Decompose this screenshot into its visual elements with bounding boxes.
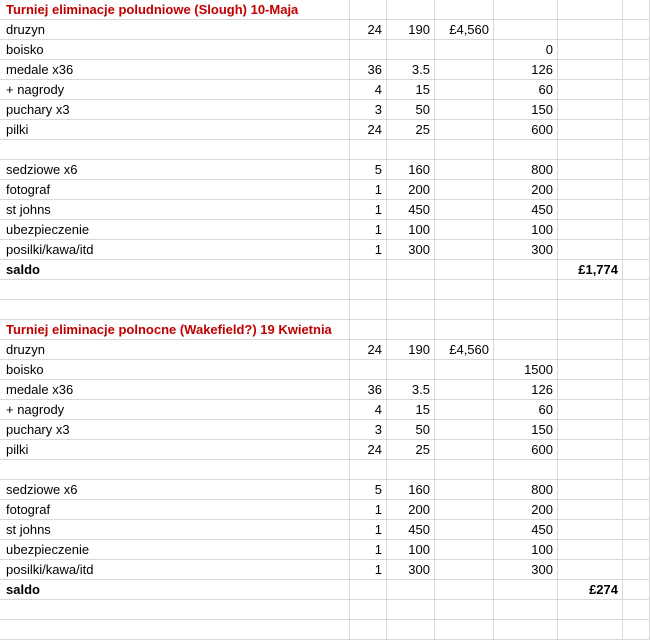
cell[interactable] — [435, 300, 494, 320]
cell[interactable] — [558, 420, 623, 440]
item-label[interactable]: sedziowe x6 — [0, 480, 350, 500]
item-quantity[interactable]: 4 — [350, 400, 387, 420]
cell[interactable] — [558, 280, 623, 300]
cell[interactable] — [558, 500, 623, 520]
item-income[interactable] — [435, 440, 494, 460]
cell[interactable] — [623, 260, 650, 280]
item-cost[interactable]: 1500 — [494, 360, 558, 380]
cell[interactable] — [494, 620, 558, 640]
item-income[interactable] — [435, 240, 494, 260]
item-unit-price[interactable]: 450 — [387, 520, 435, 540]
cell[interactable] — [435, 320, 494, 340]
cell[interactable] — [558, 240, 623, 260]
item-unit-price[interactable]: 25 — [387, 120, 435, 140]
item-quantity[interactable]: 3 — [350, 100, 387, 120]
item-unit-price[interactable]: 190 — [387, 340, 435, 360]
cell[interactable] — [435, 280, 494, 300]
item-unit-price[interactable] — [387, 360, 435, 380]
cell[interactable] — [494, 300, 558, 320]
saldo-label[interactable]: saldo — [0, 580, 350, 600]
item-label[interactable]: st johns — [0, 520, 350, 540]
item-quantity[interactable] — [350, 460, 387, 480]
cell[interactable] — [558, 160, 623, 180]
cell[interactable] — [623, 600, 650, 620]
item-cost[interactable]: 150 — [494, 100, 558, 120]
item-cost[interactable]: 300 — [494, 240, 558, 260]
item-unit-price[interactable] — [387, 140, 435, 160]
item-label[interactable]: ubezpieczenie — [0, 540, 350, 560]
item-quantity[interactable] — [350, 360, 387, 380]
cell[interactable] — [558, 40, 623, 60]
item-unit-price[interactable]: 160 — [387, 160, 435, 180]
item-unit-price[interactable]: 450 — [387, 200, 435, 220]
table-row — [0, 480, 650, 500]
item-quantity[interactable]: 36 — [350, 60, 387, 80]
item-cost[interactable]: 800 — [494, 160, 558, 180]
cell[interactable] — [623, 100, 650, 120]
item-income[interactable] — [435, 200, 494, 220]
blank-row — [0, 600, 650, 620]
item-cost[interactable]: 100 — [494, 540, 558, 560]
item-cost[interactable] — [494, 20, 558, 40]
cell[interactable] — [623, 80, 650, 100]
cell[interactable] — [558, 520, 623, 540]
item-quantity[interactable]: 5 — [350, 160, 387, 180]
item-unit-price[interactable]: 300 — [387, 560, 435, 580]
item-income[interactable] — [435, 540, 494, 560]
table-row — [0, 240, 650, 260]
cell[interactable] — [623, 400, 650, 420]
cell[interactable] — [623, 120, 650, 140]
cell[interactable] — [623, 500, 650, 520]
cell[interactable] — [558, 540, 623, 560]
item-label[interactable]: druzyn — [0, 340, 350, 360]
table-row — [0, 400, 650, 420]
table-row — [0, 560, 650, 580]
cell[interactable] — [435, 260, 494, 280]
cell[interactable] — [623, 240, 650, 260]
cell[interactable] — [623, 0, 650, 20]
item-quantity[interactable]: 1 — [350, 220, 387, 240]
cell[interactable] — [623, 380, 650, 400]
cell[interactable] — [350, 320, 387, 340]
cell[interactable] — [623, 60, 650, 80]
table-row — [0, 120, 650, 140]
item-income[interactable] — [435, 480, 494, 500]
cell[interactable] — [387, 600, 435, 620]
item-label[interactable]: boisko — [0, 360, 350, 380]
item-quantity[interactable]: 24 — [350, 120, 387, 140]
cell[interactable] — [435, 0, 494, 20]
section-title[interactable]: Turniej eliminacje polnocne (Wakefield?) 19 Kwietnia — [0, 320, 350, 340]
section-title-row — [0, 0, 650, 20]
item-income[interactable] — [435, 360, 494, 380]
item-income[interactable] — [435, 100, 494, 120]
blank-row — [0, 300, 650, 320]
cell[interactable] — [623, 580, 650, 600]
item-cost[interactable]: 800 — [494, 480, 558, 500]
cell[interactable] — [387, 320, 435, 340]
item-quantity[interactable]: 3 — [350, 420, 387, 440]
cell[interactable] — [494, 600, 558, 620]
cell[interactable] — [623, 460, 650, 480]
item-quantity[interactable] — [350, 40, 387, 60]
item-label[interactable]: + nagrody — [0, 80, 350, 100]
item-income[interactable] — [435, 120, 494, 140]
table-row — [0, 80, 650, 100]
cell[interactable] — [623, 420, 650, 440]
item-label[interactable]: posilki/kawa/itd — [0, 240, 350, 260]
item-quantity[interactable]: 24 — [350, 20, 387, 40]
item-cost[interactable] — [494, 460, 558, 480]
cell[interactable] — [558, 20, 623, 40]
item-unit-price[interactable]: 200 — [387, 180, 435, 200]
item-income[interactable] — [435, 400, 494, 420]
table-row — [0, 520, 650, 540]
item-cost[interactable]: 450 — [494, 200, 558, 220]
item-income[interactable] — [435, 420, 494, 440]
item-quantity[interactable]: 4 — [350, 80, 387, 100]
item-income[interactable]: £4,560 — [435, 340, 494, 360]
item-label[interactable]: medale x36 — [0, 60, 350, 80]
cell[interactable] — [350, 280, 387, 300]
cell[interactable] — [623, 480, 650, 500]
item-cost[interactable]: 600 — [494, 440, 558, 460]
cell[interactable] — [387, 280, 435, 300]
cell[interactable] — [558, 100, 623, 120]
item-quantity[interactable]: 24 — [350, 440, 387, 460]
cell[interactable] — [494, 260, 558, 280]
item-label[interactable]: posilki/kawa/itd — [0, 560, 350, 580]
cell[interactable] — [558, 340, 623, 360]
table-row — [0, 40, 650, 60]
table-row — [0, 20, 650, 40]
table-row — [0, 420, 650, 440]
item-cost[interactable]: 200 — [494, 500, 558, 520]
cell[interactable] — [558, 0, 623, 20]
item-income[interactable] — [435, 380, 494, 400]
cell[interactable] — [0, 300, 350, 320]
item-income[interactable] — [435, 560, 494, 580]
cell[interactable] — [558, 380, 623, 400]
item-unit-price[interactable]: 100 — [387, 540, 435, 560]
item-label[interactable]: + nagrody — [0, 400, 350, 420]
item-cost[interactable]: 126 — [494, 380, 558, 400]
item-quantity[interactable]: 1 — [350, 540, 387, 560]
cell[interactable] — [623, 300, 650, 320]
item-label[interactable]: fotograf — [0, 180, 350, 200]
item-unit-price[interactable]: 50 — [387, 420, 435, 440]
cell[interactable] — [558, 320, 623, 340]
cell[interactable] — [435, 620, 494, 640]
saldo-row — [0, 580, 650, 600]
cell[interactable] — [623, 620, 650, 640]
item-income[interactable] — [435, 40, 494, 60]
item-income[interactable] — [435, 160, 494, 180]
cell[interactable] — [558, 300, 623, 320]
item-income[interactable] — [435, 500, 494, 520]
cell[interactable] — [623, 280, 650, 300]
cell[interactable] — [350, 580, 387, 600]
cell[interactable] — [623, 20, 650, 40]
cell[interactable] — [558, 120, 623, 140]
cell[interactable] — [0, 600, 350, 620]
cell[interactable] — [387, 580, 435, 600]
cell[interactable] — [623, 220, 650, 240]
item-label[interactable]: sedziowe x6 — [0, 160, 350, 180]
item-quantity[interactable]: 1 — [350, 240, 387, 260]
table-row — [0, 340, 650, 360]
item-cost[interactable]: 600 — [494, 120, 558, 140]
cell[interactable] — [623, 200, 650, 220]
table-row — [0, 440, 650, 460]
cell[interactable] — [623, 540, 650, 560]
item-label[interactable] — [0, 460, 350, 480]
cell[interactable] — [623, 340, 650, 360]
item-income[interactable] — [435, 80, 494, 100]
cell[interactable] — [494, 280, 558, 300]
table-row — [0, 380, 650, 400]
item-cost[interactable]: 126 — [494, 60, 558, 80]
item-income[interactable] — [435, 60, 494, 80]
cell[interactable] — [623, 320, 650, 340]
cell[interactable] — [435, 600, 494, 620]
table-row — [0, 60, 650, 80]
cell[interactable] — [350, 620, 387, 640]
item-quantity[interactable]: 5 — [350, 480, 387, 500]
item-quantity[interactable]: 1 — [350, 560, 387, 580]
item-unit-price[interactable]: 15 — [387, 400, 435, 420]
cell[interactable] — [623, 440, 650, 460]
item-cost[interactable]: 450 — [494, 520, 558, 540]
cell[interactable] — [494, 320, 558, 340]
saldo-value[interactable]: £274 — [558, 580, 623, 600]
item-label[interactable]: pilki — [0, 440, 350, 460]
table-row — [0, 500, 650, 520]
table-row — [0, 140, 650, 160]
item-cost[interactable]: 0 — [494, 40, 558, 60]
item-income[interactable]: £4,560 — [435, 20, 494, 40]
table-row — [0, 360, 650, 380]
cell[interactable] — [387, 0, 435, 20]
cell[interactable] — [623, 360, 650, 380]
cell[interactable] — [387, 300, 435, 320]
item-cost[interactable]: 150 — [494, 420, 558, 440]
item-unit-price[interactable]: 3.5 — [387, 380, 435, 400]
table-row — [0, 160, 650, 180]
item-income[interactable] — [435, 140, 494, 160]
item-label[interactable]: st johns — [0, 200, 350, 220]
cell[interactable] — [435, 580, 494, 600]
cell[interactable] — [558, 620, 623, 640]
item-unit-price[interactable]: 200 — [387, 500, 435, 520]
item-unit-price[interactable]: 190 — [387, 20, 435, 40]
cell[interactable] — [558, 440, 623, 460]
cell[interactable] — [558, 560, 623, 580]
cell[interactable] — [558, 220, 623, 240]
saldo-row — [0, 260, 650, 280]
item-label[interactable]: pilki — [0, 120, 350, 140]
cell[interactable] — [623, 40, 650, 60]
cell[interactable] — [623, 520, 650, 540]
item-quantity[interactable]: 1 — [350, 200, 387, 220]
item-cost[interactable]: 100 — [494, 220, 558, 240]
table-row — [0, 200, 650, 220]
item-cost[interactable]: 200 — [494, 180, 558, 200]
saldo-value[interactable]: £1,774 — [558, 260, 623, 280]
item-unit-price[interactable]: 50 — [387, 100, 435, 120]
item-unit-price[interactable]: 160 — [387, 480, 435, 500]
item-label[interactable]: puchary x3 — [0, 420, 350, 440]
table-row — [0, 220, 650, 240]
item-cost[interactable]: 300 — [494, 560, 558, 580]
cell[interactable] — [494, 0, 558, 20]
item-quantity[interactable]: 1 — [350, 180, 387, 200]
item-label[interactable]: druzyn — [0, 20, 350, 40]
item-unit-price[interactable] — [387, 460, 435, 480]
cell[interactable] — [558, 180, 623, 200]
table-row — [0, 180, 650, 200]
item-unit-price[interactable]: 300 — [387, 240, 435, 260]
item-quantity[interactable]: 24 — [350, 340, 387, 360]
item-cost[interactable]: 60 — [494, 400, 558, 420]
cell[interactable] — [494, 580, 558, 600]
item-unit-price[interactable] — [387, 40, 435, 60]
item-label[interactable]: puchary x3 — [0, 100, 350, 120]
cell[interactable] — [558, 60, 623, 80]
cell[interactable] — [623, 560, 650, 580]
cell[interactable] — [0, 620, 350, 640]
cell[interactable] — [558, 460, 623, 480]
cell[interactable] — [623, 180, 650, 200]
item-income[interactable] — [435, 180, 494, 200]
table-row — [0, 460, 650, 480]
cell[interactable] — [387, 620, 435, 640]
item-unit-price[interactable]: 3.5 — [387, 60, 435, 80]
item-unit-price[interactable]: 25 — [387, 440, 435, 460]
cell[interactable] — [558, 600, 623, 620]
cell[interactable] — [558, 200, 623, 220]
item-quantity[interactable]: 1 — [350, 500, 387, 520]
cell[interactable] — [558, 140, 623, 160]
item-label[interactable] — [0, 140, 350, 160]
cell[interactable] — [623, 140, 650, 160]
cell[interactable] — [623, 160, 650, 180]
cell[interactable] — [558, 80, 623, 100]
item-label[interactable]: medale x36 — [0, 380, 350, 400]
cell[interactable] — [350, 600, 387, 620]
blank-row — [0, 280, 650, 300]
item-quantity[interactable]: 1 — [350, 520, 387, 540]
item-label[interactable]: boisko — [0, 40, 350, 60]
cell[interactable] — [558, 400, 623, 420]
item-cost[interactable]: 60 — [494, 80, 558, 100]
item-label[interactable]: ubezpieczenie — [0, 220, 350, 240]
item-label[interactable]: fotograf — [0, 500, 350, 520]
table-row — [0, 100, 650, 120]
item-unit-price[interactable]: 100 — [387, 220, 435, 240]
saldo-label[interactable]: saldo — [0, 260, 350, 280]
cell[interactable] — [0, 280, 350, 300]
item-cost[interactable] — [494, 340, 558, 360]
item-cost[interactable] — [494, 140, 558, 160]
cell[interactable] — [350, 0, 387, 20]
cell[interactable] — [558, 360, 623, 380]
item-quantity[interactable] — [350, 140, 387, 160]
item-quantity[interactable]: 36 — [350, 380, 387, 400]
item-income[interactable] — [435, 520, 494, 540]
table-row — [0, 540, 650, 560]
cell[interactable] — [350, 300, 387, 320]
item-unit-price[interactable]: 15 — [387, 80, 435, 100]
cell[interactable] — [558, 480, 623, 500]
item-income[interactable] — [435, 460, 494, 480]
section-title-row — [0, 320, 650, 340]
blank-row — [0, 620, 650, 640]
section-title[interactable]: Turniej eliminacje poludniowe (Slough) 10-Maja — [0, 0, 350, 20]
cell[interactable] — [387, 260, 435, 280]
cell[interactable] — [350, 260, 387, 280]
item-income[interactable] — [435, 220, 494, 240]
